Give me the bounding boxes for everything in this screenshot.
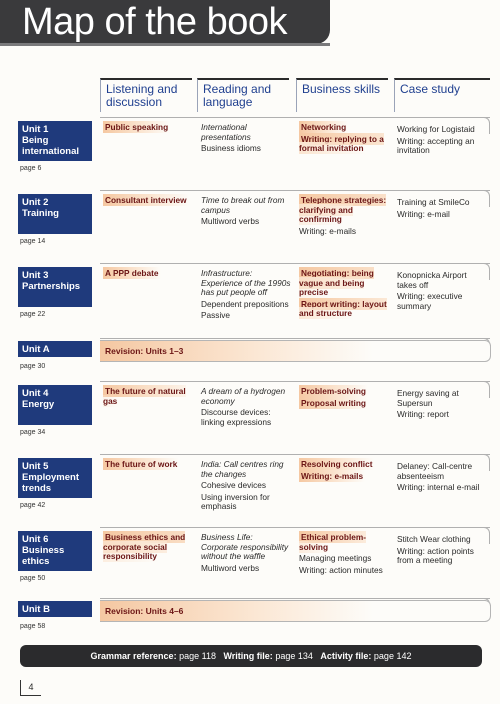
reading-cell [201,460,291,512]
unit-name: Energy [22,399,55,410]
reading-cell [201,387,291,427]
row-separator [100,117,490,118]
listening-topic: Consultant interview [105,195,187,205]
case-study-item: Konopnicka Airport takes off [397,270,467,290]
listening-topic: A PPP debate [105,268,159,278]
skills-topic: Telephone strategies: clarifying and confirming [299,195,387,225]
row-separator [100,263,490,264]
skills-line [299,135,389,154]
skills-topic: Negotiating: being vague and being precise [299,268,374,298]
reading-language-point: Passive [201,310,231,321]
reading-cell [201,269,291,321]
skills-topic: Ethical problem-solving [299,532,367,552]
revision-label: Revision: Units 1–3 [105,346,184,356]
row-separator [100,381,490,382]
skills-writing-topic: Report writing: layout and structure [299,298,387,319]
case-study-item: Writing: executive summary [397,291,463,311]
reading-language-point: Discourse devices: linking expressions [201,407,272,427]
skills-cell [299,196,389,236]
reading-article: India: Call centres ring the changes [201,459,284,479]
unit-number: Unit 6 [22,534,49,545]
title-banner [0,0,330,44]
skills-topic: Networking [301,122,347,132]
unit-page: page 14 [20,238,46,245]
unit-number: Unit 5 [22,461,49,472]
unit-page: page 58 [20,623,46,630]
reading-cell [201,533,291,573]
case-study-item: Writing: internal e-mail [397,482,480,493]
case-study-item: Stitch Wear clothing [397,534,471,544]
unit-label-box [18,531,92,571]
skills-line [299,533,389,552]
case-study-item: Delaney: Call-centre absenteeism [397,461,473,481]
reading-language-point: Business idioms [201,143,261,154]
unit-label-box [18,385,92,425]
listening-cell [103,387,191,406]
page-title: Map of the book [22,1,288,43]
listening-cell [103,269,191,279]
revision-label: Revision: Units 4–6 [105,606,184,616]
reading-cell [201,196,291,227]
unit-page: page 22 [20,311,46,318]
revision-bar [100,340,491,362]
unit-number: Unit A [22,344,50,355]
reading-language-point: Multiword verbs [201,562,260,573]
skills-line [299,196,389,225]
grammar-ref-label: Grammar reference: [90,651,177,661]
skills-extra: Writing: e-mails [299,225,357,236]
reading-cell [201,123,291,154]
unit-page: page 50 [20,575,46,582]
column-header-case: Case study [394,78,490,112]
unit-label-box [18,341,92,357]
skills-cell [299,387,389,408]
unit-name: Partnerships [22,281,81,292]
unit-name: Being international [22,135,80,157]
unit-label-box [18,267,92,307]
skills-cell [299,269,389,319]
unit-number: Unit 2 [22,197,49,208]
unit-page: page 34 [20,429,46,436]
skills-writing-topic: Writing: e-mails [301,470,364,481]
references-footer [20,645,482,667]
row-separator [100,454,490,455]
case-study-item: Writing: e-mail [397,208,450,219]
column-header-listening: Listening and discussion [100,78,192,112]
unit-page: page 30 [20,363,46,370]
case-study-cell [397,533,485,566]
unit-label-box [18,121,92,161]
writing-file-label: Writing file: [223,651,273,661]
case-study-item: Writing: accepting an invitation [397,135,475,156]
reading-article: Time to break out from campus [201,195,285,215]
unit-label-box [18,601,92,617]
skills-line [299,387,389,397]
unit-label-box [18,458,92,498]
grammar-ref-page: page 118 [179,651,216,661]
skills-line [299,460,389,470]
skills-cell [299,533,389,575]
unit-number: Unit B [22,604,50,615]
case-study-cell [397,460,485,493]
unit-page: page 42 [20,502,46,509]
unit-name: Employment trends [22,472,80,494]
unit-name: Business ethics [22,545,65,567]
case-study-cell [397,387,485,420]
skills-line [299,269,389,298]
skills-line [299,123,389,133]
activity-file-page: page 142 [373,651,412,661]
listening-cell [103,123,191,133]
skills-topic: Problem-solving [301,386,367,396]
title-rule [0,43,330,46]
skills-extra: Writing: action minutes [299,564,383,575]
reading-article: A dream of a hydrogen economy [201,386,286,406]
skills-writing-topic: Proposal writing [301,397,366,408]
reading-article: Infrastructure: Experience of the 1990s has put people off [201,268,291,298]
listening-topic: The future of work [105,459,178,469]
row-separator [100,190,490,191]
case-study-cell [397,123,485,156]
skills-extra: Managing meetings [299,553,372,564]
row-separator [100,527,490,528]
skills-topic: Resolving conflict [301,459,373,469]
reading-article: Business Life: Corporate responsibility without the waffle [201,532,289,562]
case-study-item: Working for Logistaid [397,124,475,134]
unit-label-box [18,194,92,234]
unit-number: Unit 4 [22,388,49,399]
reading-language-point: Multiword verbs [201,216,260,227]
row-separator [100,598,490,599]
listening-cell [103,533,191,562]
listening-cell [103,196,191,206]
activity-file-label: Activity file: [320,651,372,661]
listening-topic: Business ethics and corporate social responsibility [103,532,186,562]
reading-article: International presentations [201,122,251,142]
case-study-item: Writing: report [397,409,449,420]
writing-file-page: page 134 [275,651,313,661]
reading-language-point: Dependent prepositions [201,298,289,309]
listening-topic: The future of natural gas [103,386,186,406]
listening-cell [103,460,191,470]
listening-topic: Public speaking [105,122,169,132]
skills-line [299,399,389,409]
reading-language-point: Cohesive devices [201,480,267,491]
unit-name: Training [22,208,59,219]
revision-bar [100,600,491,622]
skills-cell [299,123,389,154]
skills-cell [299,460,389,481]
case-study-item: Training at SmileCo [397,197,470,207]
skills-line [299,472,389,482]
case-study-item: Energy saving at Supersun [397,388,459,408]
column-header-skills: Business skills [296,78,388,112]
case-study-cell [397,196,485,219]
column-header-reading: Reading and language [197,78,289,112]
case-study-cell [397,269,485,311]
row-separator [100,338,490,339]
unit-page: page 6 [20,165,42,172]
unit-number: Unit 1 [22,124,49,135]
reading-language-point: Using inversion for emphasis [201,491,270,512]
skills-line [299,300,389,319]
case-study-item: Writing: action points from a meeting [397,545,474,566]
skills-writing-topic: Writing: replying to a formal invitation [299,133,384,154]
page-number: 4 [20,680,41,696]
unit-number: Unit 3 [22,270,49,281]
